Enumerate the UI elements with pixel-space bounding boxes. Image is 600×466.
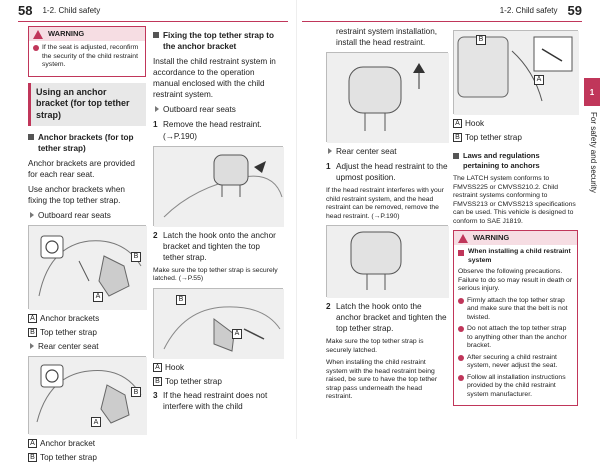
warning-box xyxy=(28,26,146,77)
sub-title-text: Fixing the top tether strap to the anchor bracket xyxy=(163,31,274,52)
warning-bullet-text: Follow all installation instructions provided by the child restraint system manufacturer. xyxy=(467,373,566,398)
step-text: If the head restraint does not interfere with the child xyxy=(163,390,268,411)
warning-box xyxy=(453,230,578,406)
rear-center-hook-figure xyxy=(453,30,578,114)
rear-center-heading xyxy=(28,341,146,352)
step-1 xyxy=(326,161,448,183)
paragraph: Anchor brackets are provided for each rear seat. xyxy=(28,158,135,179)
legend-text: Hook xyxy=(465,119,485,128)
step-number: 3 xyxy=(153,390,158,400)
square-bullet-icon xyxy=(458,250,464,256)
bullet-icon xyxy=(458,298,464,304)
legend-key: B xyxy=(28,453,37,462)
warning-sub-title-text: When installing a child restraint system xyxy=(468,248,571,264)
legend-key: B xyxy=(153,377,162,386)
latch-hook-figure xyxy=(153,288,283,358)
legend-item xyxy=(28,438,146,449)
legend-item xyxy=(453,118,578,129)
warning-bullet-text: Firmly attach the top tether strap and make sure that the belt is not twisted. xyxy=(467,296,568,321)
square-bullet-icon xyxy=(153,32,159,38)
outboard-anchor-figure xyxy=(28,225,146,309)
step-number: 2 xyxy=(153,230,158,240)
bullet-icon xyxy=(458,355,464,361)
triangle-bullet-icon xyxy=(30,343,34,349)
laws-text: The LATCH system conforms to FMVSS225 or CMVSS210.2. Child restraint systems conforming to FMVSS213 or CMVSS213 specifications can be used. This vehicle is designed to conform to SAE J1819. xyxy=(453,175,576,225)
step-text: Latch the hook onto the anchor bracket and tighten the top tether strap. xyxy=(336,302,447,334)
warning-bullet xyxy=(458,297,573,322)
step-number: 1 xyxy=(326,162,331,172)
figure-tag-b: B xyxy=(131,387,141,397)
warning-body xyxy=(29,41,145,75)
triangle-bullet-icon xyxy=(328,148,332,154)
square-bullet-icon xyxy=(28,134,34,140)
sub-title-text: Anchor brackets (for top tether strap) xyxy=(38,132,134,153)
legend-text: Anchor bracket xyxy=(40,439,96,449)
step-1 xyxy=(153,119,283,141)
section-title: Using an anchor bracket (for top tether strap) xyxy=(28,83,146,126)
figure-tag-a: A xyxy=(534,75,544,85)
column-3 xyxy=(326,26,448,406)
warning-body xyxy=(454,245,577,405)
warning-intro: Observe the following precautions. Failure to do so may result in death or serious injury. xyxy=(458,268,573,293)
legend-text: Top tether strap xyxy=(465,133,522,143)
legend-text: Top tether strap xyxy=(40,328,97,338)
outboard-heading xyxy=(153,104,283,115)
outboard-text: Outboard rear seats xyxy=(163,105,236,115)
legend-item xyxy=(28,313,146,324)
left-page-header xyxy=(18,0,288,22)
legend-item xyxy=(153,362,283,373)
figure-tag-b: B xyxy=(476,35,486,45)
warning-bullet-text: After securing a child restraint system, never adjust the seat. xyxy=(467,353,558,370)
warning-bullet xyxy=(458,354,573,371)
sub-title-text: Laws and regulations pertaining to anchors xyxy=(463,151,540,171)
left-page-number: 58 xyxy=(18,3,33,18)
legend-key: A xyxy=(153,363,162,372)
legend-text: Top tether strap xyxy=(40,453,97,463)
legend-item xyxy=(153,376,283,387)
triangle-bullet-icon xyxy=(155,106,159,112)
triangle-bullet-icon xyxy=(30,212,34,218)
warning-header xyxy=(454,231,577,245)
legend-key: B xyxy=(453,133,462,142)
rear-center-heading xyxy=(326,146,448,157)
bullet-icon xyxy=(458,326,464,332)
column-2 xyxy=(153,26,283,415)
warning-icon xyxy=(458,234,468,243)
legend-text: Anchor brackets xyxy=(40,314,100,324)
warning-title: WARNING xyxy=(473,233,510,243)
step-number: 2 xyxy=(326,302,331,312)
chapter-tab[interactable]: 1 xyxy=(584,78,600,106)
rear-center-head-restraint-figure xyxy=(326,52,448,142)
warning-bullet xyxy=(33,44,141,69)
chapter-side-label: For safety and security xyxy=(589,112,598,193)
figure-tag-a: A xyxy=(93,292,103,302)
legend-text: Top tether strap xyxy=(165,376,222,386)
seat-illustration xyxy=(29,226,147,310)
head-restraint-illustration xyxy=(327,226,449,298)
right-page-number: 59 xyxy=(567,3,582,18)
square-bullet-icon xyxy=(453,153,459,159)
outboard-text: Outboard rear seats xyxy=(38,211,111,221)
step-text: Adjust the head restraint to the upmost position. xyxy=(336,162,448,183)
step-2 xyxy=(326,301,448,334)
warning-bullet-text: Do not attach the top tether strap to anything other than the anchor bracket. xyxy=(467,325,567,350)
sub-title xyxy=(453,151,578,171)
figure-tag-b: B xyxy=(176,295,186,305)
column-4 xyxy=(453,26,578,412)
hook-illustration xyxy=(154,289,284,359)
legend-key: A xyxy=(28,314,37,323)
step-2 xyxy=(153,230,283,263)
warning-bullet xyxy=(458,374,573,399)
head-restraint-illustration xyxy=(327,53,449,143)
paragraph: Use anchor brackets when fixing the top tether strap. xyxy=(28,184,125,205)
paragraph: restraint system installation, install the head restraint. xyxy=(336,27,438,48)
step-3 xyxy=(153,390,283,412)
sub-title xyxy=(153,30,283,52)
legend-key: A xyxy=(453,119,462,128)
page-gutter xyxy=(296,0,297,439)
warning-header xyxy=(29,27,145,41)
note: Make sure the top tether strap is securely latched. xyxy=(326,338,424,354)
right-page-header xyxy=(302,0,582,22)
left-chapter-title: 1-2. Child safety xyxy=(42,6,101,15)
step-number: 1 xyxy=(153,120,158,130)
hook-illustration xyxy=(454,31,579,115)
figure-tag-a: A xyxy=(91,417,101,427)
warning-bullet-text: If the seat is adjusted, reconfirm the security of the child restraint system. xyxy=(42,44,139,69)
note: Make sure the top tether strap is securely latched. (→P.55) xyxy=(153,266,278,283)
sub-title xyxy=(28,132,146,154)
warning-bullet xyxy=(458,325,573,350)
figure-tag-a: A xyxy=(232,329,242,339)
figure-tag-b: B xyxy=(131,252,141,262)
rear-center-text: Rear center seat xyxy=(336,147,397,157)
paragraph: Install the child restraint system in accordance to the operation manual enclosed with the child restraint system. xyxy=(153,57,276,100)
head-restraint-illustration xyxy=(154,147,284,227)
step-text: Remove the head restraint. (→P.190) xyxy=(163,120,262,141)
note: If the head restraint interferes with your child restraint system, and the head restraint can be removed, remove the head restraint. (→P.190) xyxy=(326,187,444,220)
legend-text: Hook xyxy=(165,362,185,372)
legend-item xyxy=(453,132,578,143)
warning-sub-title xyxy=(458,248,573,265)
warning-icon xyxy=(33,30,43,39)
legend-key: A xyxy=(28,439,37,448)
note: When installing the child restraint system with the head restraint being raised, be sure to have the top tether strap pass underneath the head restraint. xyxy=(326,359,438,401)
rear-center-anchor-figure xyxy=(28,356,146,434)
remove-head-restraint-figure xyxy=(153,146,283,226)
legend-item xyxy=(28,452,146,463)
seat-illustration xyxy=(29,357,147,435)
right-chapter-title: 1-2. Child safety xyxy=(499,6,558,15)
column-1 xyxy=(28,26,146,466)
rear-center-text: Rear center seat xyxy=(38,342,99,352)
legend-item xyxy=(28,327,146,338)
step-text: Latch the hook onto the anchor bracket and tighten the top tether strap. xyxy=(163,230,276,262)
legend-key: B xyxy=(28,328,37,337)
bullet-icon xyxy=(33,45,39,51)
bullet-icon xyxy=(458,375,464,381)
warning-title: WARNING xyxy=(48,29,85,38)
outboard-heading xyxy=(28,210,146,221)
upmost-head-restraint-figure xyxy=(326,225,448,297)
